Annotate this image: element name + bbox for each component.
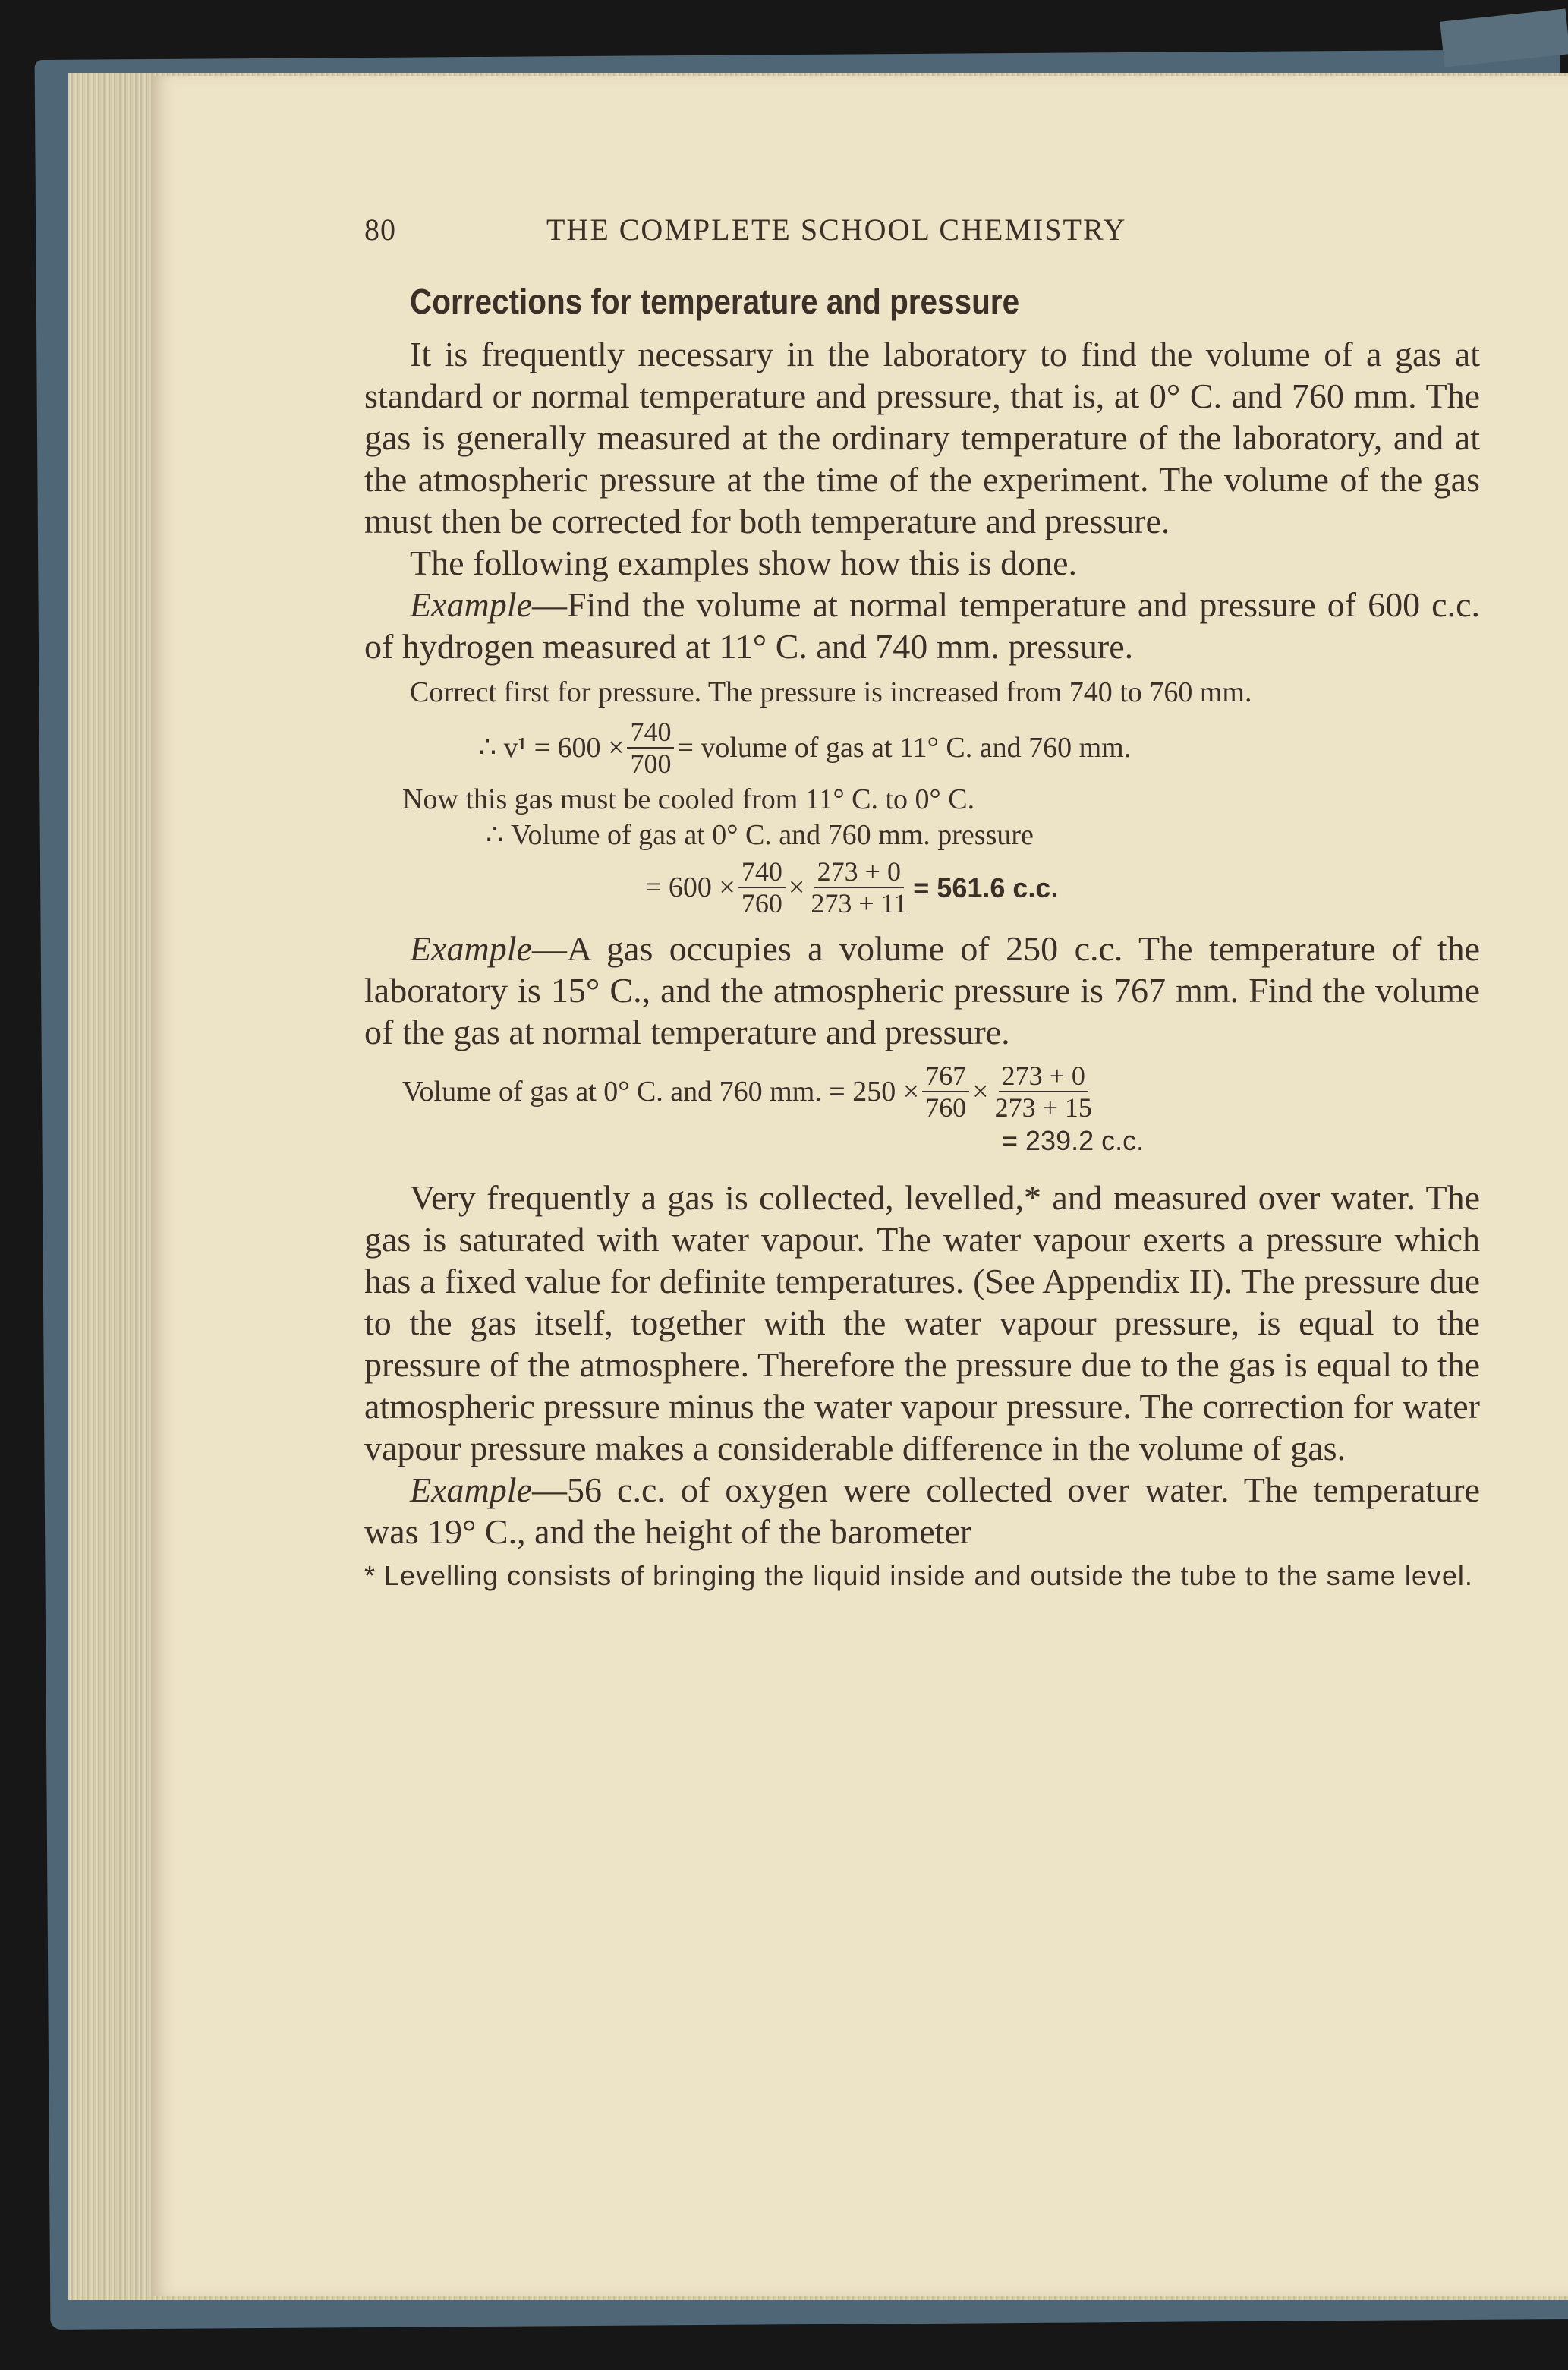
example-label: Example xyxy=(410,585,532,624)
running-title: THE COMPLETE SCHOOL CHEMISTRY xyxy=(546,213,1127,247)
paragraph-intro: It is frequently necessary in the laboratory to find the volume of a gas at standard or normal temperature and pressure, that is, at 0° C. and 760 mm. The gas is generally measured at the ordinary temperature of the laboratory, and at the atmospheric pressure at the time of the experiment. The volume of the gas must then be corrected for both temperature and pressure. xyxy=(364,335,1480,540)
eq3-f2-numerator: 273 + 0 xyxy=(999,1061,1088,1092)
example-2-text: —A gas occupies a volume of 250 c.c. The temperature of the laboratory is 15° C., and the atmospheric pressure is 767 mm. Find the volume of the gas at normal temperature and pressure. xyxy=(364,929,1480,1051)
eq2-prefix: = 600 × xyxy=(645,871,735,903)
correct-first-text: Correct first for pressure. The pressure is increased from 740 to 760 mm. xyxy=(410,676,1252,708)
section-title: Corrections for temperature and pressure xyxy=(410,282,1020,321)
equation-3 xyxy=(402,1061,1480,1123)
paragraph-water-vapour: Very frequently a gas is collected, levelled,* and measured over water. The gas is saturated with water vapour. The water vapour exerts a pressure which has a fixed value for definite temperatures. (See Appendix II). The pressure due to the gas itself, together with the water vapour pressure, is equal to the pressure of the atmosphere. Therefore the pressure due to the gas is equal to the atmospheric pressure minus the water vapour pressure. The correction for water vapour pressure makes a considerable difference in the volume of gas. xyxy=(364,1178,1480,1467)
eq2-times: × xyxy=(788,871,805,903)
example-2 xyxy=(364,928,1480,1053)
example-3-text: —56 c.c. of oxygen were collected over water. The temperature was 19° C., and the height of the barometer xyxy=(364,1470,1480,1551)
eq3-times: × xyxy=(972,1075,989,1108)
eq2-result: = 561.6 c.c. xyxy=(913,871,1059,903)
eq3-f1-numerator: 767 xyxy=(922,1061,969,1092)
eq2-f1-numerator: 740 xyxy=(738,856,786,888)
example-label: Example xyxy=(410,929,532,968)
eq3-fraction-1 xyxy=(922,1061,969,1123)
page-content xyxy=(364,209,1480,1593)
footnote: * Levelling consists of bringing the liquid inside and outside the tube to the same level. xyxy=(364,1560,1473,1591)
eq3-result: = 239.2 c.c. xyxy=(1002,1125,1145,1156)
eq3-fraction-2 xyxy=(992,1061,1095,1123)
example-label: Example xyxy=(410,1470,532,1509)
eq1-fraction xyxy=(627,717,674,779)
eq2-f2-denominator: 273 + 11 xyxy=(811,888,908,919)
eq1-suffix: = volume of gas at 11° C. and 760 mm. xyxy=(677,731,1132,764)
eq2-f1-denominator: 760 xyxy=(741,888,782,919)
eq2-fraction-1 xyxy=(738,856,786,919)
equation-2 xyxy=(645,856,1480,919)
eq3-prefix: Volume of gas at 0° C. and 760 mm. = 250 × xyxy=(402,1075,920,1108)
example-1 xyxy=(364,584,1480,667)
page-number: 80 xyxy=(364,213,396,247)
example-3 xyxy=(364,1469,1480,1552)
running-header xyxy=(364,209,1480,251)
eq2-fraction-2 xyxy=(808,856,910,919)
cooled-text: Now this gas must be cooled from 11° C. to 0° C. xyxy=(402,783,975,815)
volume-line: ∴ Volume of gas at 0° C. and 760 mm. pressure xyxy=(486,819,1034,851)
eq2-f2-numerator: 273 + 0 xyxy=(814,856,904,888)
example-1-text: —Find the volume at normal temperature and pressure of 600 c.c. of hydrogen measured at 11° C. and 740 mm. pressure. xyxy=(364,585,1480,666)
eq1-numerator: 740 xyxy=(627,717,674,749)
equation-1 xyxy=(478,717,1480,779)
equation-3-result-line xyxy=(1002,1123,1480,1158)
eq3-f2-denominator: 273 + 15 xyxy=(994,1092,1092,1123)
eq1-prefix: ∴ v¹ = 600 × xyxy=(478,731,625,764)
eq1-denominator: 700 xyxy=(630,749,672,779)
paragraph-examples: The following examples show how this is done. xyxy=(410,544,1078,582)
eq3-f1-denominator: 760 xyxy=(925,1092,967,1123)
